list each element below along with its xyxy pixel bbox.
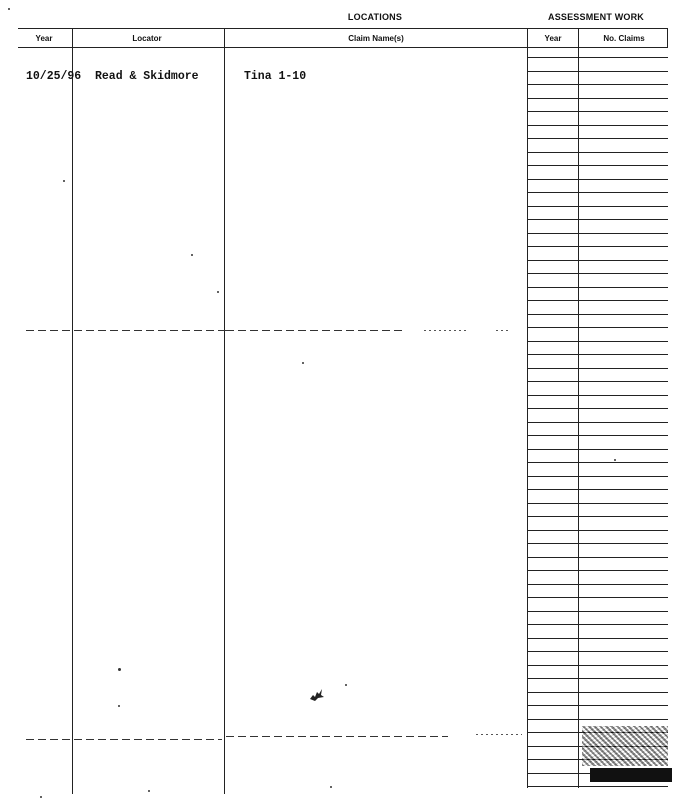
assessment-work-heading: ASSESSMENT WORK — [548, 12, 645, 22]
column-header-locator: Locator — [132, 34, 162, 43]
assessment-ruled-line — [527, 476, 668, 477]
assessment-ruled-line — [527, 503, 668, 504]
scan-speck — [191, 254, 193, 256]
assessment-ruled-line — [527, 435, 668, 436]
assessment-ruled-line — [527, 206, 668, 207]
assessment-ruled-line — [527, 368, 668, 369]
assessment-ruled-line — [527, 354, 668, 355]
assessment-ruled-line — [527, 165, 668, 166]
fold-line — [226, 330, 406, 331]
assessment-ruled-line — [527, 543, 668, 544]
column-header-assessment-year: Year — [544, 34, 562, 43]
assessment-ruled-line — [527, 705, 668, 706]
assessment-ruled-line — [527, 557, 668, 558]
scan-speck — [118, 668, 121, 671]
assessment-ruled-line — [527, 408, 668, 409]
scan-speck — [614, 459, 616, 461]
scan-speck — [302, 362, 304, 364]
scan-smudge-bar — [590, 768, 672, 782]
assessment-ruled-line — [527, 260, 668, 261]
assessment-ruled-line — [527, 422, 668, 423]
locations-heading: LOCATIONS — [347, 12, 403, 22]
assessment-ruled-line — [527, 125, 668, 126]
assessment-ruled-line — [527, 516, 668, 517]
top-rule — [18, 28, 668, 29]
scan-speck — [118, 705, 120, 707]
scan-speck — [217, 291, 219, 293]
fold-line — [26, 739, 222, 740]
scan-smudge — [582, 726, 668, 766]
assessment-ruled-line — [527, 219, 668, 220]
entry-year: 10/25/96 — [26, 70, 82, 83]
column-divider — [72, 28, 73, 794]
assessment-ruled-line — [527, 651, 668, 652]
assessment-ruled-line — [527, 584, 668, 585]
ink-blot — [308, 686, 326, 702]
assessment-ruled-line — [527, 462, 668, 463]
assessment-ruled-line — [527, 233, 668, 234]
assessment-ruled-line — [527, 273, 668, 274]
assessment-ruled-line — [527, 246, 668, 247]
assessment-ruled-line — [527, 138, 668, 139]
assessment-ruled-line — [527, 786, 668, 787]
assessment-ruled-line — [527, 300, 668, 301]
assessment-ruled-line — [527, 638, 668, 639]
scan-speck — [40, 796, 42, 798]
assessment-ruled-line — [527, 678, 668, 679]
column-divider — [667, 28, 668, 48]
assessment-ruled-line — [527, 98, 668, 99]
entry-claim-names: Tina 1-10 — [244, 70, 307, 83]
fold-line — [424, 330, 466, 331]
assessment-ruled-line — [527, 395, 668, 396]
scan-speck — [330, 786, 332, 788]
assessment-ruled-line — [527, 192, 668, 193]
assessment-ruled-line — [527, 111, 668, 112]
fold-line — [496, 330, 510, 331]
column-divider — [224, 28, 225, 794]
column-header-year: Year — [35, 34, 53, 43]
assessment-ruled-line — [527, 179, 668, 180]
column-header-no-claims: No. Claims — [603, 34, 645, 43]
fold-line — [226, 736, 448, 737]
scan-speck — [63, 180, 65, 182]
scan-speck — [345, 684, 347, 686]
assessment-ruled-line — [527, 611, 668, 612]
assessment-ruled-line — [527, 624, 668, 625]
assessment-ruled-line — [527, 665, 668, 666]
scan-speck — [148, 790, 150, 792]
assessment-ruled-line — [527, 719, 668, 720]
fold-line — [26, 330, 226, 331]
assessment-ruled-line — [527, 287, 668, 288]
assessment-ruled-line — [527, 71, 668, 72]
assessment-ruled-line — [527, 381, 668, 382]
assessment-ruled-line — [527, 152, 668, 153]
assessment-ruled-line — [527, 570, 668, 571]
assessment-ruled-line — [527, 57, 668, 58]
column-header-claim-names: Claim Name(s) — [348, 34, 404, 43]
header-bottom-rule — [18, 47, 668, 48]
scan-speck — [8, 8, 10, 10]
fold-line — [476, 734, 522, 735]
assessment-ruled-line — [527, 327, 668, 328]
assessment-ruled-line — [527, 489, 668, 490]
assessment-ruled-line — [527, 314, 668, 315]
assessment-ruled-line — [527, 84, 668, 85]
assessment-ruled-line — [527, 530, 668, 531]
assessment-ruled-line — [527, 597, 668, 598]
entry-locator: Read & Skidmore — [95, 70, 199, 83]
assessment-ruled-line — [527, 341, 668, 342]
assessment-ruled-line — [527, 692, 668, 693]
assessment-ruled-line — [527, 449, 668, 450]
